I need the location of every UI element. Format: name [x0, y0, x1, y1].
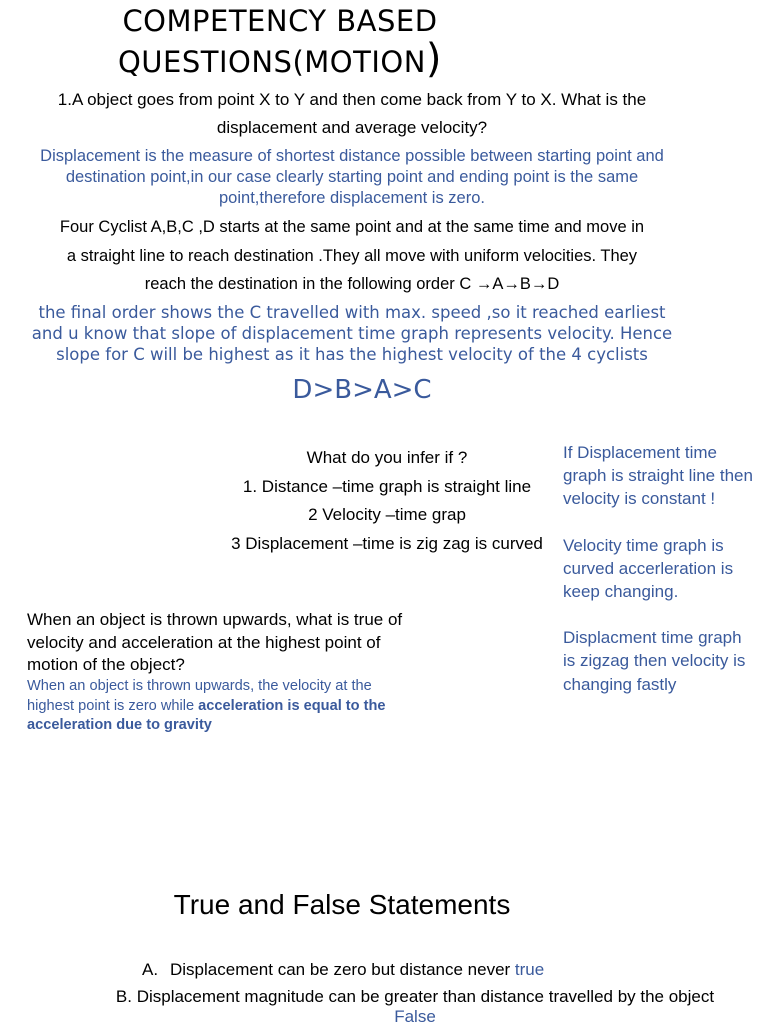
question-2-line-2: a straight line to reach destination .They all move with uniform velocities. They	[66, 246, 638, 265]
question-4: When an object is thrown upwards, what is true of velocity and acceleration at the highest point of motion of the object?	[27, 610, 403, 675]
statement-a	[142, 958, 544, 982]
title-line-2: QUESTIONS(MOTION)	[117, 36, 443, 82]
answer-3-spacer	[563, 511, 753, 534]
question-2-line-1: Four Cyclist A,B,C ,D starts at the same point and at the same time and move in	[59, 218, 645, 236]
answer-3-item-2: Velocity time graph is curved accerleration is keep changing.	[563, 535, 734, 602]
statement-a-marker: A.	[142, 960, 159, 979]
answer-4: When an object is thrown upwards, the velocity at the highest point is zero while acceleration is equal to the acceleration due to gravity	[27, 678, 386, 733]
question-3	[210, 444, 564, 558]
statement-b-answer: False	[394, 1007, 436, 1026]
statement-b-text: B. Displacement magnitude can be greater than distance travelled by the object	[115, 987, 715, 1006]
answer-4-emphasis: acceleration is equal to the acceleration due to gravity	[27, 697, 386, 733]
question-3-prompt: What do you infer if ?	[306, 448, 468, 467]
answer-3	[563, 441, 753, 696]
question-2-line-3: reach the destination in the following order C →A→B→D	[144, 275, 560, 293]
answer-1: Displacement is the measure of shortest distance possible between starting point and destination point,in our case clearly starting point and ending point is the same point,therefore displacement is zero.	[40, 147, 664, 207]
question-3-item-3: 3 Displacement –time is zig zag is curved	[231, 533, 543, 553]
answer-3-spacer	[563, 603, 753, 626]
answer-2-order: D>B>A>C	[292, 375, 432, 405]
page-title	[60, 2, 500, 81]
question-1: 1.A object goes from point X to Y and then come back from Y to X. What is the displacement and average velocity?	[57, 90, 647, 137]
answer-2: the final order shows the C travelled with max. speed ,so it reached earliest and u know that slope of displacement time graph represents velocity. Hence slope for C will be highest as it has the highest velocity of the 4 cyclists	[31, 303, 673, 364]
answer-3-item-3: Displacment time graph is zigzag then velocity is changing fastly	[563, 628, 746, 694]
question-3-item-2: 2 Velocity –time grap	[308, 505, 466, 524]
statement-a-text: Displacement can be zero but distance never	[170, 960, 515, 979]
answer-3-item-1: If Displacement time graph is straight line then velocity is constant !	[563, 443, 753, 509]
question-3-item-1: 1. Distance –time graph is straight line	[242, 476, 532, 496]
statement-a-answer: true	[514, 960, 545, 979]
question-2	[30, 213, 674, 299]
true-false-heading: True and False Statements	[173, 889, 511, 920]
title-line-1: COMPETENCY BASED	[122, 4, 438, 38]
statement-b	[100, 987, 730, 1027]
